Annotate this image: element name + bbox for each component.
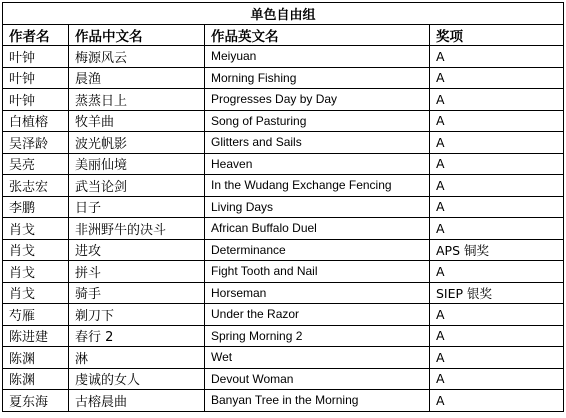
cell-chinese-title[interactable]: 虔诚的女人 <box>69 368 205 390</box>
cell-award[interactable]: A <box>430 67 564 89</box>
cell-english-title[interactable]: Fight Tooth and Nail <box>205 261 430 283</box>
cell-chinese-title[interactable]: 蒸蒸日上 <box>69 89 205 111</box>
cell-award[interactable]: A <box>430 368 564 390</box>
cell-award[interactable]: A <box>430 261 564 283</box>
cell-chinese-title[interactable]: 梅源风云 <box>69 46 205 68</box>
cell-author[interactable]: 李鹏 <box>3 196 69 218</box>
cell-author[interactable]: 陈渊 <box>3 368 69 390</box>
cell-author[interactable]: 白植榕 <box>3 110 69 132</box>
cell-english-title[interactable]: Devout Woman <box>205 368 430 390</box>
table-row <box>3 261 564 283</box>
cell-chinese-title[interactable]: 日子 <box>69 196 205 218</box>
table-row <box>3 46 564 68</box>
cell-award[interactable]: APS 铜奖 <box>430 239 564 261</box>
cell-author[interactable]: 吴亮 <box>3 153 69 175</box>
cell-author[interactable]: 叶钟 <box>3 46 69 68</box>
cell-chinese-title[interactable]: 淋 <box>69 347 205 369</box>
cell-chinese-title[interactable]: 波光帆影 <box>69 132 205 154</box>
cell-english-title[interactable]: Determinance <box>205 239 430 261</box>
header-award[interactable]: 奖项 <box>430 24 564 46</box>
cell-chinese-title[interactable]: 剃刀下 <box>69 304 205 326</box>
table-row <box>3 325 564 347</box>
table-row <box>3 239 564 261</box>
cell-chinese-title[interactable]: 骑手 <box>69 282 205 304</box>
title-row <box>3 3 564 25</box>
cell-english-title[interactable]: Meiyuan <box>205 46 430 68</box>
cell-english-title[interactable]: Under the Razor <box>205 304 430 326</box>
cell-english-title[interactable]: Heaven <box>205 153 430 175</box>
table-row <box>3 89 564 111</box>
cell-english-title[interactable]: Spring Morning 2 <box>205 325 430 347</box>
cell-author[interactable]: 夏东海 <box>3 390 69 412</box>
table-title: 单色自由组 <box>3 3 564 25</box>
cell-chinese-title[interactable]: 武当论剑 <box>69 175 205 197</box>
table-row <box>3 282 564 304</box>
cell-award[interactable]: A <box>430 218 564 240</box>
table-row <box>3 132 564 154</box>
cell-award[interactable]: A <box>430 196 564 218</box>
cell-author[interactable]: 张志宏 <box>3 175 69 197</box>
table-row <box>3 347 564 369</box>
cell-award[interactable]: A <box>430 347 564 369</box>
cell-award[interactable]: A <box>430 132 564 154</box>
cell-author[interactable]: 肖戈 <box>3 239 69 261</box>
cell-award[interactable]: A <box>430 46 564 68</box>
cell-english-title[interactable]: Horseman <box>205 282 430 304</box>
table-row <box>3 153 564 175</box>
cell-english-title[interactable]: Wet <box>205 347 430 369</box>
cell-author[interactable]: 吴泽龄 <box>3 132 69 154</box>
cell-chinese-title[interactable]: 美丽仙境 <box>69 153 205 175</box>
cell-english-title[interactable]: Glitters and Sails <box>205 132 430 154</box>
cell-english-title[interactable]: Living Days <box>205 196 430 218</box>
cell-award[interactable]: A <box>430 153 564 175</box>
cell-award[interactable]: A <box>430 325 564 347</box>
cell-award[interactable]: A <box>430 304 564 326</box>
cell-author[interactable]: 叶钟 <box>3 89 69 111</box>
cell-chinese-title[interactable]: 春行 2 <box>69 325 205 347</box>
cell-award[interactable]: A <box>430 89 564 111</box>
header-author[interactable]: 作者名 <box>3 24 69 46</box>
cell-author[interactable]: 肖戈 <box>3 261 69 283</box>
header-chinese-title[interactable]: 作品中文名 <box>69 24 205 46</box>
header-row <box>3 24 564 46</box>
cell-english-title[interactable]: African Buffalo Duel <box>205 218 430 240</box>
table-row <box>3 390 564 412</box>
awards-table <box>2 2 564 412</box>
cell-english-title[interactable]: Song of Pasturing <box>205 110 430 132</box>
cell-author[interactable]: 肖戈 <box>3 218 69 240</box>
table-row <box>3 110 564 132</box>
table-row <box>3 304 564 326</box>
cell-author[interactable]: 肖戈 <box>3 282 69 304</box>
cell-chinese-title[interactable]: 晨渔 <box>69 67 205 89</box>
cell-chinese-title[interactable]: 古榕晨曲 <box>69 390 205 412</box>
cell-chinese-title[interactable]: 牧羊曲 <box>69 110 205 132</box>
cell-author[interactable]: 叶钟 <box>3 67 69 89</box>
cell-chinese-title[interactable]: 进攻 <box>69 239 205 261</box>
table-row <box>3 368 564 390</box>
table-row <box>3 67 564 89</box>
cell-english-title[interactable]: Morning Fishing <box>205 67 430 89</box>
cell-award[interactable]: A <box>430 175 564 197</box>
cell-author[interactable]: 芍雁 <box>3 304 69 326</box>
table-row <box>3 175 564 197</box>
cell-award[interactable]: A <box>430 390 564 412</box>
cell-chinese-title[interactable]: 非洲野牛的决斗 <box>69 218 205 240</box>
table-row <box>3 218 564 240</box>
cell-english-title[interactable]: Banyan Tree in the Morning <box>205 390 430 412</box>
cell-award[interactable]: A <box>430 110 564 132</box>
header-english-title[interactable]: 作品英文名 <box>205 24 430 46</box>
cell-author[interactable]: 陈进建 <box>3 325 69 347</box>
cell-chinese-title[interactable]: 拼斗 <box>69 261 205 283</box>
cell-award[interactable]: SIEP 银奖 <box>430 282 564 304</box>
cell-english-title[interactable]: In the Wudang Exchange Fencing <box>205 175 430 197</box>
table-row <box>3 196 564 218</box>
cell-author[interactable]: 陈渊 <box>3 347 69 369</box>
cell-english-title[interactable]: Progresses Day by Day <box>205 89 430 111</box>
